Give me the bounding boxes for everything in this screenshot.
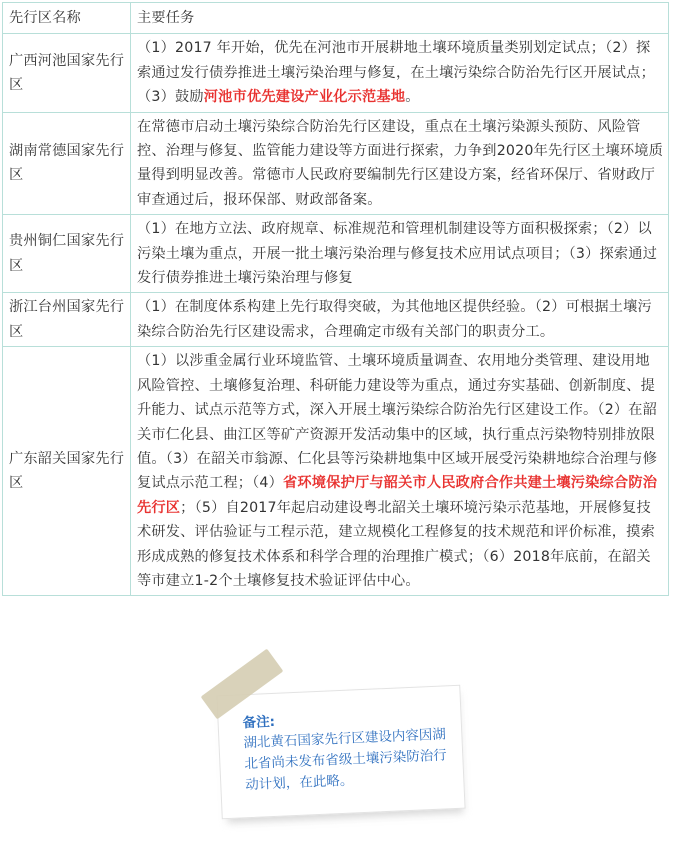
- task-highlight: 省环境保护厅与韶关市人民政府合作共建土壤污染综合防治先行区: [137, 475, 658, 516]
- note-card: [216, 685, 465, 820]
- note-title: 备注:: [242, 713, 276, 732]
- task-text-end: 。: [405, 89, 420, 106]
- header-main-tasks: 主要任务: [131, 3, 669, 34]
- zone-task-cell: （1）在制度体系构建上先行取得突破，为其他地区提供经验。（2）可根据土壤污染综合防治先行区建设需求，合理确定市级有关部门的职责分工。: [131, 293, 669, 347]
- zone-name-cell: 贵州铜仁国家先行区: [3, 215, 131, 293]
- task-highlight: 河池市优先建设产业化示范基地: [203, 89, 406, 106]
- zone-task-cell: [131, 34, 669, 112]
- table-row: [3, 347, 669, 596]
- note-body: 湖北黄石国家先行区建设内容因湖北省尚未发布省级土壤污染防治行动计划，在此略。: [243, 726, 448, 794]
- table-row: [3, 293, 669, 347]
- task-text-end: ；（5）自2017年起启动建设粤北韶关土壤环境污染示范基地，开展修复技术研发、评估验证与工程示范，建立规模化工程修复的技术规范和评价标准，摸索形成成熟的修复技术体系和科学合理的治理推广模式；（6）2018年底前，在韶关等市建立1-2个土壤修复技术验证评估中心。: [137, 499, 655, 589]
- table-header-row: [3, 3, 669, 34]
- zone-task-cell: 在常德市启动土壤污染综合防治先行区建设，重点在土壤污染源头预防、风险管控、治理与修复、监管能力建设等方面进行探索，力争到2020年先行区土壤环境质量得到明显改善。常德市人民政府要编制先行区建设方案，经省环保厅、省财政厅审查通过后，报环保部、财政部备案。: [131, 112, 669, 215]
- note-card-group: [215, 668, 473, 826]
- zone-name-cell: 湖南常德国家先行区: [3, 112, 131, 215]
- zone-name-cell: 广东韶关国家先行区: [3, 347, 131, 596]
- zone-name-cell: 广西河池国家先行区: [3, 34, 131, 112]
- pilot-zone-table: [2, 2, 669, 596]
- task-text: （1）2017 年开始，优先在河池市开展耕地土壤环境质量类别划定试点；（2）探索通过发行债券推进土壤污染治理与修复，在土壤污染综合防治先行区开展试点；（3）鼓励: [137, 40, 655, 106]
- table-row: [3, 34, 669, 112]
- zone-name-cell: 浙江台州国家先行区: [3, 293, 131, 347]
- task-text: （1）以涉重金属行业环境监管、土壤环境质量调查、农用地分类管理、建设用地风险管控、土壤修复治理、科研能力建设等为重点，通过夯实基础、创新制度、提升能力、试点示范等方式，深入开展土壤污染综合防治先行区建设工作。（2）在韶关市仁化县、曲江区等矿产资源开发活动集中的区域，执行重点污染物特别排放限值。（3）在韶关市翁源、仁化县等污染耕地集中区域开展受污染耕地综合治理与修复试点示范工程；（4）: [137, 353, 658, 492]
- header-zone-name: 先行区名称: [3, 3, 131, 34]
- table-row: [3, 215, 669, 293]
- zone-task-cell: [131, 347, 669, 596]
- table-row: [3, 112, 669, 215]
- zone-task-cell: （1）在地方立法、政府规章、标准规范和管理机制建设等方面积极探索；（2）以污染土壤为重点，开展一批土壤污染治理与修复技术应用试点项目；（3）探索通过发行债券推进土壤污染治理与修复: [131, 215, 669, 293]
